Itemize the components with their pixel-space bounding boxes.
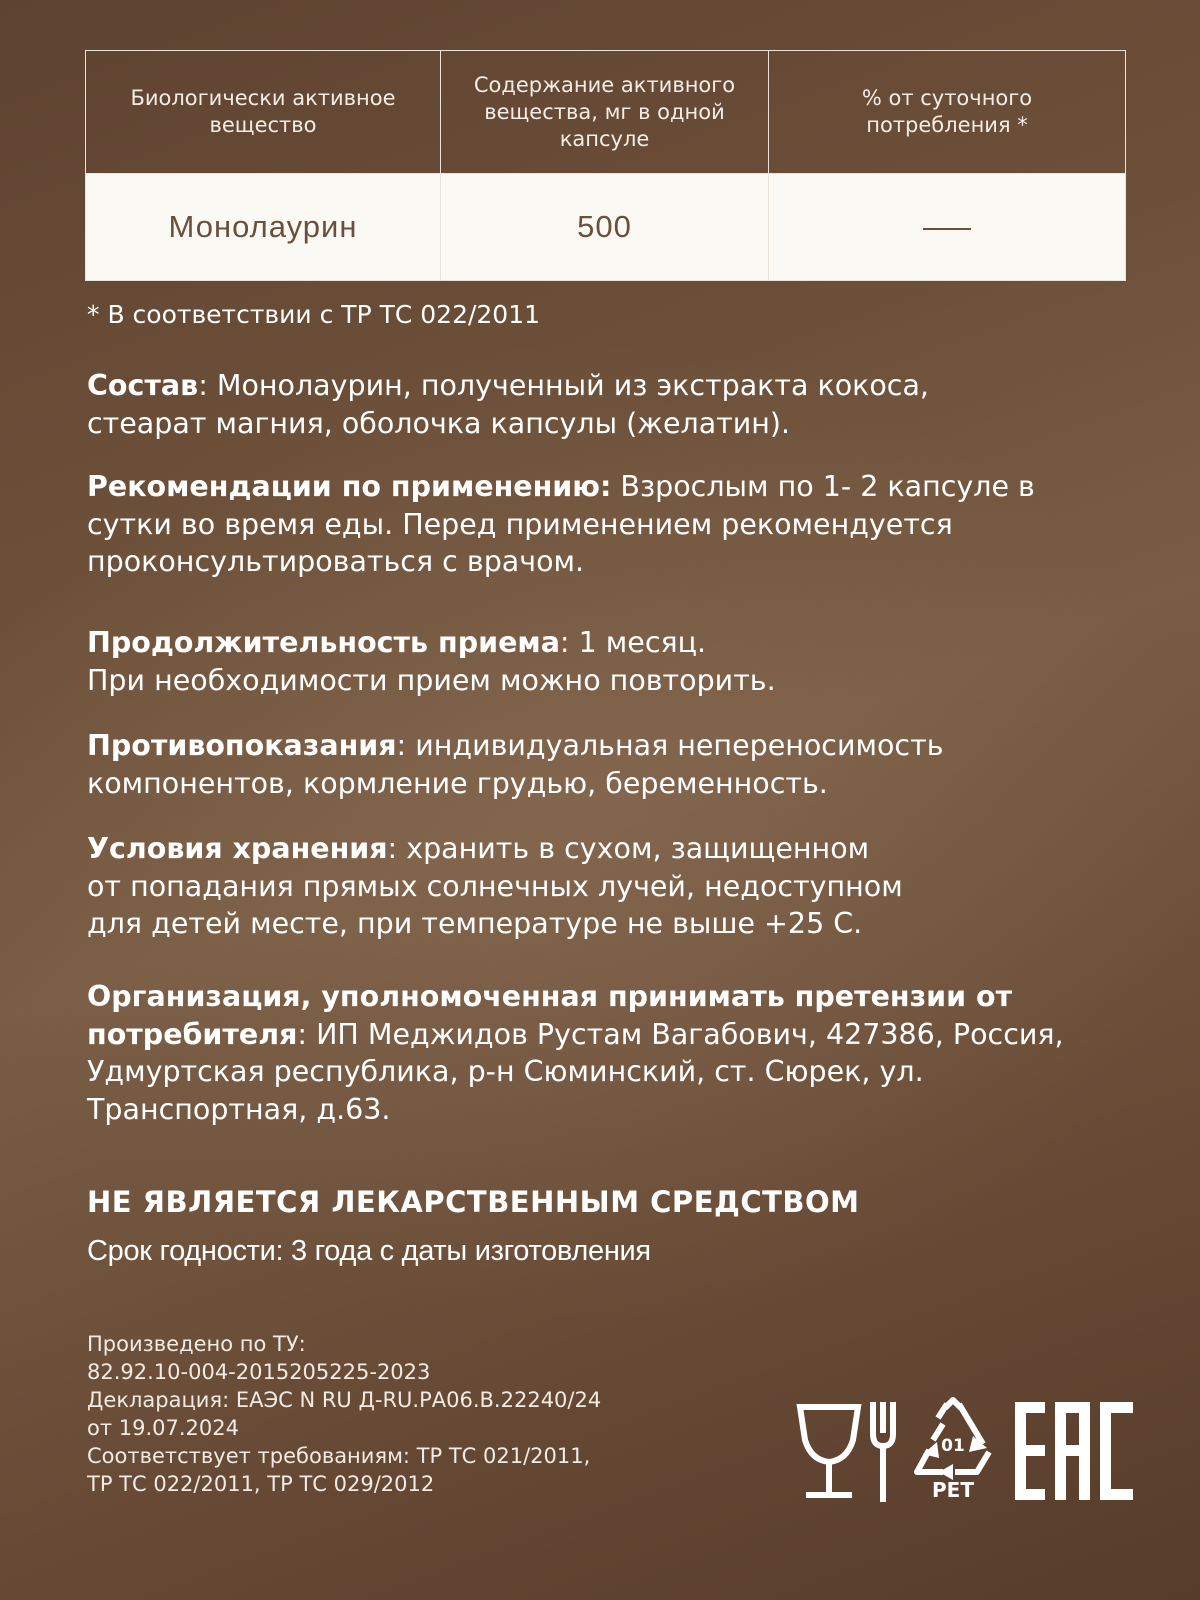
dash-mark [923, 228, 971, 230]
recycle-pet-icon [907, 1396, 999, 1500]
cell-daily-percent [769, 174, 1126, 281]
regulatory-line: Декларация: ЕАЭС N RU Д-RU.РА06.В.22240/24 [87, 1388, 602, 1412]
regulatory-line: от 19.07.2024 [87, 1416, 239, 1440]
duration-text: 1 месяц. [569, 626, 707, 659]
duration-section [87, 624, 1177, 699]
storage-label: Условия хранения [87, 832, 388, 865]
organization-sep: : [297, 1017, 308, 1051]
composition-text: Монолаурин, полученный из экстракта кокоса, стеарат магния, оболочка капсулы (желатин). [87, 369, 929, 440]
nutrition-table [85, 50, 1126, 281]
contraindications-text: индивидуальная непереносимость компонентов, кормление грудью, беременность. [87, 729, 944, 800]
storage-line-2: от попадания прямых солнечных лучей, недоступном [87, 869, 903, 903]
composition-section [87, 367, 1017, 442]
contraindications-sep: : [396, 729, 407, 762]
storage-section [87, 830, 1177, 943]
organization-section [87, 978, 1077, 1128]
table-header-row [86, 51, 1126, 174]
recycle-material: PET [932, 1478, 974, 1500]
header-amount: Содержание активного вещества, мг в одной капсуле [441, 51, 769, 174]
storage-sep: : [387, 832, 398, 865]
regulatory-info [87, 1330, 601, 1498]
regulatory-line: Соответствует требованиям: ТР ТС 021/2011, [87, 1444, 591, 1468]
glass-fork-icon [795, 1402, 900, 1502]
regulatory-line: ТР ТС 022/2011, ТР ТС 029/2012 [87, 1472, 435, 1496]
composition-label: Состав [87, 369, 199, 402]
composition-sep: : [198, 369, 208, 402]
organization-text: ИП Меджидов Рустам Вагабович, 427386, Россия, Удмуртская республика, р-н Сюминский, ст. Сюрек, ул. Транспортная, д.63. [87, 1017, 1064, 1126]
storage-line-1: хранить в сухом, защищенном [397, 832, 870, 865]
duration-text-2: При необходимости прием можно повторить. [87, 663, 776, 697]
duration-label: Продолжительность приема [87, 626, 560, 659]
eac-mark-icon [1015, 1402, 1135, 1500]
contraindications-section [87, 727, 1037, 802]
table-row [86, 174, 1126, 281]
shelf-life: Срок годности: 3 года с даты изготовления [87, 1235, 651, 1267]
not-medicine-notice: НЕ ЯВЛЯЕТСЯ ЛЕКАРСТВЕННЫМ СРЕДСТВОМ [87, 1185, 860, 1219]
recommendations-section [87, 468, 1087, 581]
recommendations-label: Рекомендации по применению: [87, 470, 612, 503]
regulatory-line: Произведено по ТУ: [87, 1332, 306, 1356]
storage-line-3: для детей месте, при температуре не выше +25 С. [87, 907, 863, 940]
footnote: * В соответствии с ТР ТС 022/2011 [87, 300, 541, 329]
recycle-code: 01 [941, 1436, 965, 1456]
contraindications-label: Противопоказания [87, 729, 397, 762]
certification-icons [795, 1380, 1140, 1520]
duration-sep: : [559, 626, 570, 659]
organization-label: Организация, уполномоченная принимать претензии от потребителя [87, 980, 1013, 1051]
cell-substance: Монолаурин [86, 174, 441, 281]
recommendations-text: Взрослым по 1- 2 капсуле в сутки во время еды. Перед применением рекомендуется проконсультироваться с врачом. [87, 470, 1035, 578]
header-substance: Биологически активное вещество [86, 51, 441, 174]
header-daily-percent: % от суточного потребления * [769, 51, 1126, 174]
regulatory-line: 82.92.10-004-2015205225-2023 [87, 1360, 431, 1384]
cell-amount: 500 [441, 174, 769, 281]
